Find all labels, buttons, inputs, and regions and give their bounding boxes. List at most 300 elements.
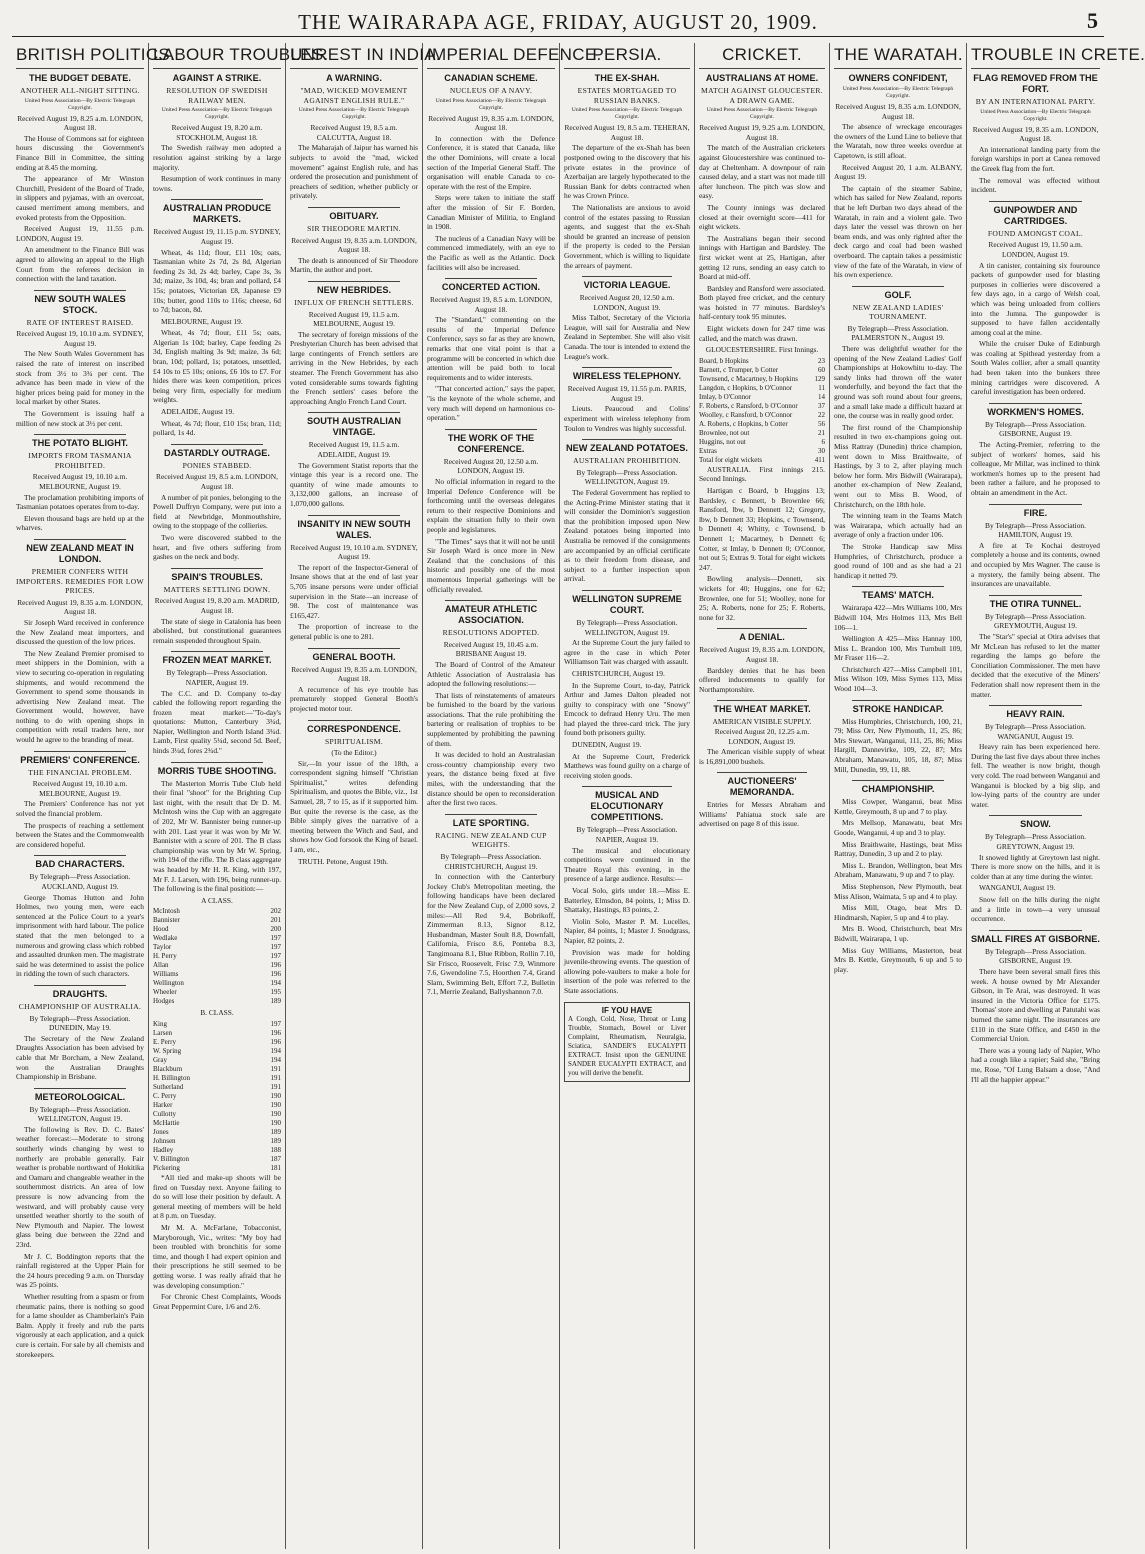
dateline: Received August 19, 10.10 a.m. SYDNEY, August 19. bbox=[290, 542, 418, 562]
article-body bbox=[834, 603, 962, 693]
article-subheadline: "MAD, WICKED MOVEMENT AGAINST ENGLISH RULE." bbox=[300, 86, 408, 105]
competitor-score: 197 bbox=[270, 1019, 281, 1028]
article-body bbox=[427, 660, 555, 808]
batsman-entry: Huggins, not out bbox=[699, 437, 746, 446]
wire-credit: United Press Association—By Electric Telegraph Copyright. bbox=[842, 86, 954, 99]
article bbox=[971, 815, 1100, 923]
article-body bbox=[971, 541, 1100, 589]
article-body bbox=[290, 143, 418, 201]
batsman-entry: Total for eight wickets bbox=[699, 455, 763, 464]
paragraph: Miss Braithwaite, Hastings, beat Miss Rattray, Dunedin, 3 up and 2 to play. bbox=[834, 839, 962, 859]
article-divider bbox=[34, 290, 126, 291]
article-body bbox=[16, 134, 144, 284]
dateline: Received August 19, 8.35 a.m. LONDON, August 18. bbox=[835, 102, 961, 121]
results-row bbox=[153, 1074, 281, 1083]
article-subheadline: RESOLUTIONS ADOPTED. bbox=[442, 628, 540, 638]
article bbox=[971, 705, 1100, 809]
article-divider bbox=[852, 700, 944, 701]
paragraph: The New South Wales Government has raised the rate of interest on inscribed stock from 3½ to 3¾ per cent. The advance has been made in view of the higher prices being paid for money in the local market by other States. bbox=[16, 349, 144, 407]
competitor-score: 194 bbox=[270, 979, 281, 988]
scorecard-title: GLOUCESTERSHIRE. First Innings. bbox=[705, 345, 819, 355]
scorecard-row bbox=[699, 375, 825, 384]
paragraph: Sir,—In your issue of the 18th, a correspondent signing himself "Christian Spiritualist," writes defending Spiritualism, and quotes the Bible, viz., 1st Samuel, 28, 7 to 15, as if it supported him. But quite the reverse is the case, as the Bible simply gives the narrative of a meeting between the Witch and Saul, and shows how God forsook the King of Israel. I am, etc., bbox=[290, 758, 418, 855]
dateline: Received August 19, 9.25 a.m. LONDON, August 18. bbox=[699, 123, 825, 142]
article-divider bbox=[582, 367, 672, 368]
paragraph: Lieuts. Peaucoud and Colins' experiment with wireless telephony from Toulon to Vendres was highly successful. bbox=[564, 404, 690, 433]
competitor-name: Wedlake bbox=[153, 934, 178, 943]
article-body bbox=[427, 315, 555, 423]
results-row bbox=[153, 1038, 281, 1047]
article-subheadline: PONIES STABBED. bbox=[182, 460, 252, 470]
results-row bbox=[153, 1155, 281, 1164]
competitor-score: 194 bbox=[270, 1055, 281, 1064]
article bbox=[153, 568, 281, 646]
article-body bbox=[16, 893, 144, 979]
article-headline: STROKE HANDICAP. bbox=[852, 703, 944, 714]
competitor-name: C. Perry bbox=[153, 1091, 177, 1100]
paragraph: The match of the Australian cricketers against Gloucestershire was continued to-day at Cheltenham. A downpour of rain caused delay, and a start was not made till after luncheon. The pitch was slow and easy. bbox=[699, 143, 825, 201]
batsman-runs: 30 bbox=[818, 446, 825, 455]
paragraph: Wheat, 4s 7d; flour, £10 15s; bran, 11d; pollard, 1s 4d. bbox=[153, 418, 281, 438]
results-row bbox=[153, 1020, 281, 1029]
competitor-name: W. Spring bbox=[153, 1046, 182, 1055]
article bbox=[290, 207, 418, 275]
column-heading: TROUBLE IN CRETE. bbox=[971, 43, 1100, 69]
article-headline: THE EX-SHAH. bbox=[594, 73, 660, 83]
wire-credit: United Press Association—By Electric Telegraph Copyright. bbox=[161, 107, 273, 121]
column-heading: LABOUR TROUBLES. bbox=[153, 43, 281, 69]
competitor-name: Johnsen bbox=[153, 1136, 176, 1145]
paragraph: A number of pit ponies, belonging to the Powell Duffryn Company, were put into a field at Newbridge, Monmouthshire, owing to the stoppage of the collieries. bbox=[153, 492, 281, 531]
article-body bbox=[834, 344, 962, 580]
competitor-name: H. Perry bbox=[153, 952, 177, 961]
article-body bbox=[564, 313, 690, 361]
paragraph: An international landing party from the foreign warships in port at Canea removed the Greek flag from the fort. bbox=[971, 144, 1100, 173]
dateline: Received August 19, 10.45 a.m. BRISBANE August 19. bbox=[443, 639, 539, 659]
article-body bbox=[971, 742, 1100, 809]
paragraph: *All tied and make-up shoots will be fired on Tuesday next. Anyone failing to do so will lose their position by default. A general meeting of members will be held at 8 p.m. on Tuesday. bbox=[153, 1172, 281, 1221]
paragraph: Miss Humphries, Christchurch, 100, 21, 79; Miss Orr, New Plymouth, 11, 25, 86; Mrs Stewart, Wanganui, 111, 25, 86; Miss Hargill, Dannevirke, 109, 22, 87; Mrs Abraham, Manawatu, 105, 18, 87; Miss Mill, Dunedin, 99, 11, 88. bbox=[834, 716, 962, 774]
article-headline: INSANITY IN NEW SOUTH WALES. bbox=[297, 518, 411, 540]
paragraph: Miss Stephenson, New Plymouth, beat Miss Alison, Waimata, 5 up and 4 to play. bbox=[834, 881, 962, 901]
article-body bbox=[427, 477, 555, 594]
results-row bbox=[153, 934, 281, 943]
article-divider bbox=[989, 815, 1082, 816]
article bbox=[16, 290, 144, 429]
article-divider bbox=[308, 720, 400, 721]
article bbox=[427, 600, 555, 808]
paragraph: Wellington A 425—Miss Hannay 100, Miss L. Brandon 100, Mrs Turnbull 109, Mr Fraser 116—2. bbox=[834, 634, 962, 663]
article-body bbox=[290, 685, 418, 714]
article-headline: LATE SPORTING. bbox=[452, 817, 530, 828]
dateline: Received August 19, 11.5 a.m. MELBOURNE, August 19. bbox=[308, 309, 400, 329]
article-headline: SOUTH AUSTRALIAN VINTAGE. bbox=[306, 416, 402, 438]
paragraph: The Secretary of the New Zealand Draughts Association has been advised by cable that Mr Borcham, a New Zealand, won the Australian Draughts Championship in Brisbane. bbox=[16, 1033, 144, 1082]
wire-credit: United Press Association—By Electric Telegraph Copyright. bbox=[435, 97, 547, 111]
paragraph: Heavy rain has been experienced here. During the last five days about three inches fell. The weather is now bright, though very cold. The road between Wanganui and Wanganui is blocked by a big slip, and low-lying parts of the country are under water. bbox=[971, 742, 1100, 809]
paragraph: The County innings was declared closed at their overnight score—411 for eight wickets. bbox=[699, 202, 825, 232]
dateline: Received August 19, 8.5 a.m. LONDON, August 18. bbox=[430, 295, 552, 314]
article-subheadline: IMPORTS FROM TASMANIA PROHIBITED. bbox=[28, 451, 132, 470]
article bbox=[16, 985, 144, 1082]
article bbox=[971, 595, 1100, 699]
article-headline: AUSTRALIANS AT HOME. bbox=[705, 73, 819, 83]
article-divider bbox=[308, 648, 400, 649]
dateline: Received August 19, 8.35 a.m. LONDON, August 18. bbox=[291, 235, 417, 255]
article-body bbox=[153, 779, 281, 894]
paragraph: Entries for Messrs Abraham and Williams' Pahiatua stock sale are advertised on page 8 of this issue. bbox=[699, 800, 825, 829]
dateline: Received August 19, 10.10 a.m. SYDNEY, August 19. bbox=[16, 329, 144, 348]
competitor-name: Blackburn bbox=[153, 1064, 183, 1073]
paragraph: A fire at Te Kochai destroyed completely a house and its contents, owned and occupied by Mrs Wagner. The cause is a mystery, the family being absent. The insurances are unavailable. bbox=[971, 540, 1100, 589]
batsman-entry: A. Roberts, c Hopkins, b Cotter bbox=[699, 419, 788, 428]
competitor-score: 195 bbox=[270, 988, 281, 997]
article-divider bbox=[582, 276, 672, 277]
article-headline: THE OTIRA TUNNEL. bbox=[989, 598, 1082, 609]
column-heading: UNREST IN INDIA. bbox=[290, 43, 418, 69]
article bbox=[564, 367, 690, 433]
competitor-name: Wellington bbox=[153, 979, 184, 988]
article bbox=[564, 73, 690, 270]
competitor-name: Hood bbox=[153, 925, 169, 934]
paragraph: Resumption of work continues in many towns. bbox=[153, 174, 281, 193]
paragraph: The appearance of Mr Winston Churchill, President of the Board of Trade, in slippers and pyjamas, with an overcoat, caused merriment among members, and evoked protests from the Opposition. bbox=[16, 174, 144, 222]
article-headline: WORKMEN'S HOMES. bbox=[987, 406, 1084, 417]
results-row bbox=[153, 1056, 281, 1065]
paragraph: No official information in regard to the Imperial Defence Conference will be forthcoming until the overseas delegates return to their respective Dominions and explain the situation fully to their own people and legislatures. bbox=[427, 477, 555, 534]
paragraph: The Premiers' Conference has not yet solved the financial problem. bbox=[16, 799, 144, 819]
column-heading: THE WARATAH. bbox=[834, 43, 962, 69]
article bbox=[834, 586, 962, 693]
competitor-name: V. Billington bbox=[153, 1154, 190, 1163]
article-body bbox=[971, 145, 1100, 195]
paragraph: Mr J. C. Boddington reports that the rainfall registered at the Upper Plain for the 24 hours preceding 9 a.m. on Thursday was 25 points. bbox=[16, 1251, 144, 1290]
results-row bbox=[153, 943, 281, 952]
article-body bbox=[153, 1173, 281, 1311]
advertisement-text: A Cough, Cold, Nose, Throat or Lung Trouble, Stomach, Bowel or Liver Complaint, Rheumatism, Neuralgia, Sciatica, SANDER'S EUCALYPTI EXTRACT. Insist upon the GENUINE SANDER EUCALYPTI EXTRACT, and you will derive the benefit. bbox=[568, 1014, 686, 1077]
article bbox=[16, 855, 144, 979]
article-body bbox=[699, 747, 825, 766]
paragraph: Whether resulting from a spasm or from rheumatic pains, there is nothing so good for a lame shoulder as Chamberlain's Pain Balm. Apply it freely and rub the parts vigorously at each application, and a quick cure is certain. For sale by all chemists and storekeepers. bbox=[16, 1291, 144, 1359]
paragraph: A recurrence of his eye trouble has prematurely stopped General Booth's projected motor tour. bbox=[290, 684, 418, 713]
paragraph: The Maharajah of Jaipur has warned his subjects to avoid the "mad, wicked movement" against English rule, and has ordered the prosecution and punishment of preachers of sedition, whether publicly or privately. bbox=[290, 143, 418, 201]
wire-credit: United Press Association—By Electric Telegraph Copyright. bbox=[706, 107, 818, 121]
paragraph: The secretary of foreign missions of the Presbyterian Church has been advised that large contingents of French settlers are arriving in the New Hebrides, by each steamer. The French Government has also voted considerable sums towards fighting the French settlers' cases before the approaching Anglo French Land Court. bbox=[290, 329, 418, 406]
paragraph: "That concerted action," says the paper, "is the keynote of the whole scheme, and very much will depend on harmonious co-operation." bbox=[427, 384, 555, 423]
article-body bbox=[16, 493, 144, 533]
dateline: By Telegraph—Press Association. WANGANUI, August 19. bbox=[985, 722, 1086, 741]
article-body bbox=[699, 143, 825, 343]
competitor-name: Taylor bbox=[153, 943, 172, 952]
paragraph: A tin canister, containing six fourounce packets of gunpowder used for blasting purposes in collieries were discovered a few days ago, in a cargo of Welsh coal, which was being unloaded from colliers into the Jumna. The gunpowder is supposed to have fallen accidentally among coal at the mine. bbox=[971, 260, 1100, 337]
batsman-runs: 21 bbox=[818, 428, 825, 437]
paragraph: ADELAIDE, August 19. bbox=[161, 407, 235, 417]
dateline: By Telegraph—Press Association. HAMILTON, August 19. bbox=[985, 520, 1086, 540]
paragraph: Bowling analysis—Dennett, six wickets for 40; Huggins, one for 62; Brownlee, one for 51; Woolley, none for 25; A. Roberts, none for 25; F. Roberts, none for 32. bbox=[699, 574, 825, 622]
article-subheadline: RATE OF INTEREST RAISED. bbox=[26, 317, 134, 327]
batsman-entry: Townsend, c Macartney, b Hopkins bbox=[699, 374, 798, 383]
article-body bbox=[564, 488, 690, 584]
column-heading: PERSIA. bbox=[564, 43, 690, 69]
article-body bbox=[153, 493, 281, 562]
competitor-score: 189 bbox=[270, 997, 281, 1006]
competitor-score: 187 bbox=[270, 1154, 281, 1163]
article-divider bbox=[308, 412, 400, 413]
dateline: Received August 19, 10.10 a.m. MELBOURNE, August 19. bbox=[32, 779, 128, 798]
batsman-runs: 14 bbox=[818, 392, 825, 401]
competitor-name: Harker bbox=[153, 1100, 173, 1109]
results-row bbox=[153, 1137, 281, 1146]
competitor-name: H. Billington bbox=[153, 1073, 190, 1082]
column-5 bbox=[560, 43, 695, 1549]
article-headline: GENERAL BOOTH. bbox=[312, 651, 396, 662]
paragraph: The House of Commons sat for eighteen hours discussing the Government's Finance Bill in Committee, the sitting ending at 8.45 the morning. bbox=[16, 133, 144, 172]
competitor-score: 197 bbox=[270, 943, 281, 952]
article-body bbox=[564, 846, 690, 996]
paragraph: Miss Mill, Otago, beat Mrs D. Hindmarsh, Napier, 5 up and 4 to play. bbox=[834, 903, 962, 922]
article bbox=[153, 73, 281, 193]
dateline: By Telegraph—Press Association. GREYMOUTH, August 19. bbox=[985, 611, 1086, 631]
paragraph: Sir Joseph Ward received in conference the New Zealand meat importers, and discussed the question of the low prices. bbox=[16, 617, 144, 647]
paragraph: AUSTRALIA. First innings 215. Second Innings. bbox=[699, 464, 825, 484]
article-divider bbox=[171, 651, 263, 652]
paragraph: Miss L. Brandon, Wellington, beat Mrs Abraham, Manawatu, 9 up and 7 to play. bbox=[834, 860, 962, 880]
paragraph: George Thomas Hutton and John Holmes, two young men, were each sentenced at the Police Court to a year's imprisonment with hard labour. The police stated that the men belonged to a numerous and growing class which robbed and assaulted drunken men. The magistrate said he was determined to assist the police in ridding the town of such characters. bbox=[16, 892, 144, 979]
dateline: By Telegraph—Press Association. GISBORNE, August 19. bbox=[985, 419, 1086, 439]
paragraph: The Swedish railway men adopted a resolution against striking by a large majority. bbox=[153, 143, 281, 172]
article bbox=[427, 429, 555, 594]
article-divider bbox=[852, 780, 944, 781]
competitor-score: 190 bbox=[270, 1100, 281, 1109]
article-divider bbox=[34, 539, 126, 540]
competitor-score: 181 bbox=[270, 1163, 281, 1172]
paragraph: Provision was made for holding juvenile-throwing events. The question of allowing pole-vaulters to make a hole for insertion of the pole was referred to the State associations. bbox=[564, 947, 690, 995]
paragraph: An amendment to the Finance Bill was agreed to allowing an appeal to the High Court from the referees decision in connection with the land taxation. bbox=[16, 245, 144, 284]
competitor-score: 194 bbox=[270, 1046, 281, 1055]
advertisement bbox=[564, 1002, 690, 1082]
batsman-runs: 11 bbox=[818, 383, 825, 392]
article-headline: FIRE. bbox=[1023, 507, 1048, 518]
article-divider bbox=[989, 403, 1082, 404]
column-heading: BRITISH POLITICS. bbox=[16, 43, 144, 69]
scorecard-row bbox=[699, 429, 825, 438]
results-row bbox=[153, 952, 281, 961]
paragraph: TRUTH. Petone, August 19th. bbox=[298, 856, 388, 866]
article bbox=[564, 590, 690, 781]
dateline: Received August 19, 8.35 a.m. LONDON, August 18. bbox=[17, 597, 143, 617]
article-body bbox=[16, 1125, 144, 1359]
article-divider bbox=[989, 504, 1082, 505]
paragraph: The report of the Inspector-General of Insane shows that at the end of last year 5,705 insane persons were under official supervision in the State—an increase of 98. The cost of maintenance was £165,427. bbox=[290, 562, 418, 620]
article-body bbox=[699, 465, 825, 623]
masthead bbox=[12, 8, 1104, 37]
page-number: 5 bbox=[1087, 8, 1098, 33]
article-body bbox=[564, 143, 690, 270]
article-divider bbox=[34, 855, 126, 856]
article-headline: FROZEN MEAT MARKET. bbox=[162, 655, 272, 666]
dateline: Received August 19, 8.20 a.m. MADRID, August 18. bbox=[154, 596, 280, 615]
article bbox=[971, 504, 1100, 589]
article-body bbox=[153, 143, 281, 193]
article bbox=[16, 539, 144, 745]
paragraph: The "Star's" special at Otira advises that Mr McLean has refused to let the matter regarding the lamps go before the Conciliation Commissioner. The men have decided that the executive of the Miners' Federation shall now represent them in the matter. bbox=[971, 631, 1100, 699]
column-8 bbox=[967, 43, 1145, 1549]
scorecard-row bbox=[699, 384, 825, 393]
article-body bbox=[290, 563, 418, 642]
competitor-score: 189 bbox=[270, 1127, 281, 1136]
article-divider bbox=[852, 586, 944, 587]
article-body bbox=[564, 404, 690, 433]
paragraph: Steps were taken to initiate the staff after the mission of Sir F. Borden, Canadian Minister of Militia, to England in 1908. bbox=[427, 193, 555, 232]
wire-credit: United Press Association—By Electric Telegraph Copyright. bbox=[571, 107, 683, 121]
paragraph: Vocal Solo, girls under 18.—Miss E. Batterley, Elmsdon, 84 points, 1; Miss D. Shattaky, Hastings, 83 points, 2. bbox=[564, 886, 690, 915]
article-headline: CONCERTED ACTION. bbox=[441, 282, 541, 293]
column-4 bbox=[423, 43, 602, 1549]
dateline: By Telegraph—Press Association. GISBORNE, August 19. bbox=[985, 946, 1086, 966]
article-divider bbox=[582, 590, 672, 591]
scorecard-row bbox=[699, 456, 825, 465]
paragraph: The state of siege in Catalonia has been abolished, but constitutional guarantees remain suspended throughout Spain. bbox=[153, 616, 281, 645]
article-subheadline: FOUND AMONGST COAL. bbox=[987, 228, 1084, 238]
article bbox=[564, 276, 690, 361]
paragraph: The Stroke Handicap saw Miss Humphries, of Christchurch, produce a good round of 100 and as she had a 21 handicap it netted 79. bbox=[834, 541, 962, 580]
dateline: By Telegraph—Press Association. PALMERSTON N., August 19. bbox=[847, 323, 949, 343]
paragraph: The nucleus of a Canadian Navy will be commenced immediately, with an eye to the Pacific as well as the Atlantic. Dock facilities will also be increased. bbox=[427, 233, 555, 272]
paragraph: While the cruiser Duke of Edinburgh was coaling at Spithead yesterday from a South Wales collier, after a small quantity had been taken into the bunkers three mining cartridges were discovered. A careful investigation has been ordered. bbox=[971, 339, 1100, 397]
paragraph: In connection with the Canterbury Jockey Club's Metropolitan meeting, the following handicaps have been declared for the New Zealand Cup, of 2,000 sovs, 2 miles:—All Red 9.4, Bobrikoff, Zimmerman 8.13, Signor 8.12, Husbandman, Master Soult 8.8, Downfall, California, Frisco 8.6, Ponteba 8.3, Tangimoana 8.1, Blue Ribbon, Rollin 7.10, Sir Frisco, Roosevelt, Frisc 7.9, Winmore 7.6, Gwendoline 7.5, Hoorthen 7.4, Grand Slam, Swimming Belt, Effort 7.2, Bulletin 7.1, Merrie Zealand, Ballyshannon 7.0. bbox=[427, 872, 555, 997]
article bbox=[834, 286, 962, 581]
article-body bbox=[290, 759, 418, 867]
article-subheadline: THE FINANCIAL PROBLEM. bbox=[28, 767, 132, 777]
results-row bbox=[153, 997, 281, 1006]
dateline: Received August 19, 8.35 a.m. LONDON, August 18. bbox=[699, 645, 825, 664]
article-headline: NEW HEBRIDES. bbox=[316, 284, 392, 295]
competitor-score: 188 bbox=[270, 1145, 281, 1154]
paragraph: Wheat, 4s 11d; flour, £11 10s; oats, Tasmanian white 2s 7d, 2s 8d, Algerian feeding 2s 3d, 2s 4d; barley, Cape 3s, 3s 3d; maize, 3s 10d, 4s; bran and pollard, £4 15s; potatoes, Victorian £8, Japanese £9 10s; butter, good 110s to 116s; cheese, 6d to 7d; bacon, 8d. bbox=[153, 247, 281, 315]
article-divider bbox=[989, 595, 1082, 596]
results-row bbox=[153, 1146, 281, 1155]
scorecard-row bbox=[699, 393, 825, 402]
results-table-title: B. CLASS. bbox=[200, 1008, 234, 1018]
paragraph: There have been several small fires this week. A house owned by Mr Alexander Gibson, in Te Arai, was destroyed. It was insured in the Victoria Office for £175. Thomas' store and dwelling at Patutahi was burned the same night. The insurances are £110 in the State Office, and £450 in the Commercial Union. bbox=[971, 966, 1100, 1044]
article bbox=[564, 786, 690, 995]
dateline: Received August 19, 8.5 a.m. CALCUTTA, August 18. bbox=[310, 123, 398, 142]
article-headline: WELLINGTON SUPREME COURT. bbox=[572, 593, 682, 615]
scorecard-row bbox=[699, 411, 825, 420]
paragraph: The Board of Control of the Amateur Athletic Association of Australasia has adopted the following resolutions:— bbox=[427, 659, 555, 689]
dateline: By Telegraph—Press Association. AUCKLAND, August 19. bbox=[29, 872, 131, 891]
article bbox=[971, 201, 1100, 397]
paragraph: CHRISTCHURCH, August 19. bbox=[572, 668, 665, 678]
paragraph: For Chronic Chest Complaints, Woods Great Peppermint Cure, 1/6 and 2/6. bbox=[153, 1292, 281, 1311]
paragraph: Bardsley and Ransford were associated. Both played free cricket, and the century was hoisted in 77 minutes. Bardsley's half-century took 95 minutes. bbox=[699, 283, 826, 322]
article-body bbox=[427, 134, 555, 272]
article bbox=[971, 403, 1100, 498]
article bbox=[16, 751, 144, 850]
article-headline: NEW ZEALAND POTATOES. bbox=[566, 443, 688, 454]
paragraph: The removal was effected without incident. bbox=[971, 175, 1100, 195]
article-divider bbox=[34, 434, 126, 435]
paragraph: At the Supreme Court, Frederick Matthews was found guilty on a charge of receiving stolen goods. bbox=[564, 751, 690, 780]
article-headline: HEAVY RAIN. bbox=[1006, 709, 1065, 720]
dateline: By Telegraph—Press Association. GREYTOWN, August 19. bbox=[985, 832, 1086, 852]
article-body bbox=[290, 461, 418, 509]
article-headline: NEW SOUTH WALES STOCK. bbox=[34, 293, 126, 315]
article-body bbox=[153, 248, 281, 438]
competitor-score: 197 bbox=[270, 934, 281, 943]
competitor-score: 200 bbox=[270, 925, 281, 934]
paragraph: The prospects of reaching a settlement between the States and the Commonwealth are considered hopeful. bbox=[16, 820, 144, 849]
competitor-name: King bbox=[153, 1019, 167, 1028]
article-divider bbox=[171, 762, 263, 763]
dateline: Received August 20, 12.50 a.m. LONDON, August 19. bbox=[443, 456, 539, 476]
competitor-name: McHattie bbox=[153, 1118, 180, 1127]
article-body bbox=[971, 440, 1100, 498]
article-body bbox=[16, 799, 144, 849]
competitor-name: Sutherland bbox=[153, 1082, 184, 1091]
article-body bbox=[153, 617, 281, 646]
wire-credit: United Press Association—By Electric Telegraph Copyright. bbox=[24, 97, 136, 111]
dateline: By Telegraph—Press Association. WELLINGTON, August 19. bbox=[576, 467, 678, 487]
paragraph: The captain of the steamer Sabine, which has sailed for New Zealand, reports that he left Durban two days ahead of the Waratah, in rain and a violent gale. Two days later the vessel was thrown on her beam ends, and was only righted after the deck cargo and coal had been washed overboard. The captain takes a pessimistic view of the fate of the Waratah, in view of his own experience. bbox=[834, 183, 962, 280]
dateline: Received August 19, 11.55 p.m. PARIS, August 19. bbox=[567, 384, 687, 403]
batsman-runs: 37 bbox=[818, 401, 825, 410]
article-divider bbox=[989, 201, 1082, 202]
article-subheadline: INFLUX OF FRENCH SETTLERS. bbox=[294, 297, 414, 307]
advertisement-heading: IF YOU HAVE bbox=[601, 1005, 653, 1015]
article-headline: BAD CHARACTERS. bbox=[35, 859, 125, 870]
article-headline: THE WORK OF THE CONFERENCE. bbox=[447, 432, 535, 454]
dateline: By Telegraph—Press Association. DUNEDIN, May 19. bbox=[29, 1013, 131, 1033]
article bbox=[290, 281, 418, 407]
article-headline: SMALL FIRES AT GISBORNE. bbox=[971, 933, 1100, 944]
competitor-score: 201 bbox=[270, 916, 281, 925]
paragraph: The Masterton Morris Tube Club held their final "shoot" for the Brighting Cup last night, with the result that Dr D. M. McIntosh wins the Cup with an aggregate of 202, Mr W. Bannister being runner-up with 201. Last year it was won by Mr W. Bannister with a score of 201. The B class championship was won by Mr W. Spring, with 194 of the rifle. The B class aggregate was headed by Mr H. R. King, with 197, Mr F. J. Larsen, with 196, being runner-up. The following is the final position:— bbox=[153, 778, 281, 894]
newspaper-title: THE WAIRARAPA AGE, FRIDAY, AUGUST 20, 1909. bbox=[298, 10, 818, 34]
column-heading: CRICKET. bbox=[699, 43, 825, 69]
paragraph: The Acting-Premier, referring to the subject of workers' homes, said his colleague, Mr Millar, was inclined to think workmen's homes up to the present had been rather a failure, and he proposed to obtain an amendment in the Act. bbox=[971, 440, 1100, 497]
article bbox=[834, 73, 962, 280]
paragraph: The first round of the Championship resulted in two ex-champions going out. Miss Rattray (Dunedin) thrice champion, went down to Miss Braithwaite, of Hastings, by 3 to 2, after playing much below her form. Mrs Bidwill (Wairarapa), another ex-champion of New Zealand, went out to Miss B. Wood, of Christchurch, on the 18th hole. bbox=[834, 422, 962, 509]
article-headline: SPAIN'S TROUBLES. bbox=[171, 571, 263, 582]
article-divider bbox=[989, 705, 1082, 706]
batsman-entry: Imlay, b O'Connor bbox=[699, 392, 751, 401]
batsman-entry: Board, b Hopkins bbox=[699, 356, 749, 365]
competitor-score: 196 bbox=[270, 970, 281, 979]
article-subheadline: RESOLUTION OF SWEDISH RAILWAY MEN. bbox=[166, 86, 268, 105]
article bbox=[427, 73, 555, 272]
competitor-name: Wheeler bbox=[153, 988, 177, 997]
batsman-entry: Brownlee, not out bbox=[699, 428, 750, 437]
competitor-name: Gray bbox=[153, 1055, 167, 1064]
article-headline: A WARNING. bbox=[326, 73, 382, 83]
article bbox=[834, 700, 962, 775]
dateline: By Telegraph—Press Association. CHRISTCHURCH, August 19. bbox=[440, 852, 542, 871]
article bbox=[16, 1088, 144, 1359]
paragraph: Violin Solo, Master P. M. Lucelles, Napier, 84 points, 1; Master J. Snodgrass, Napier, 82 points, 2. bbox=[564, 916, 690, 945]
paragraph: "The Times" says that it will not be until Sir Joseph Ward is once more in New Zealand that the conclusions of this historic and possibly one of the most momentous Imperial gatherings will be officially revealed. bbox=[427, 536, 555, 594]
scorecard-row bbox=[699, 447, 825, 456]
competitor-score: 196 bbox=[270, 1028, 281, 1037]
competitor-name: Jones bbox=[153, 1127, 169, 1136]
competitor-score: 190 bbox=[270, 1118, 281, 1127]
scorecard-row bbox=[699, 420, 825, 429]
article-divider bbox=[445, 814, 537, 815]
paragraph: Received August 20, 1 a.m. ALBANY, August 19. bbox=[834, 162, 962, 182]
results-row bbox=[153, 925, 281, 934]
article-subheadline: ESTATES MORTGAGED TO RUSSIAN BANKS. bbox=[577, 86, 677, 105]
results-row bbox=[153, 1065, 281, 1074]
